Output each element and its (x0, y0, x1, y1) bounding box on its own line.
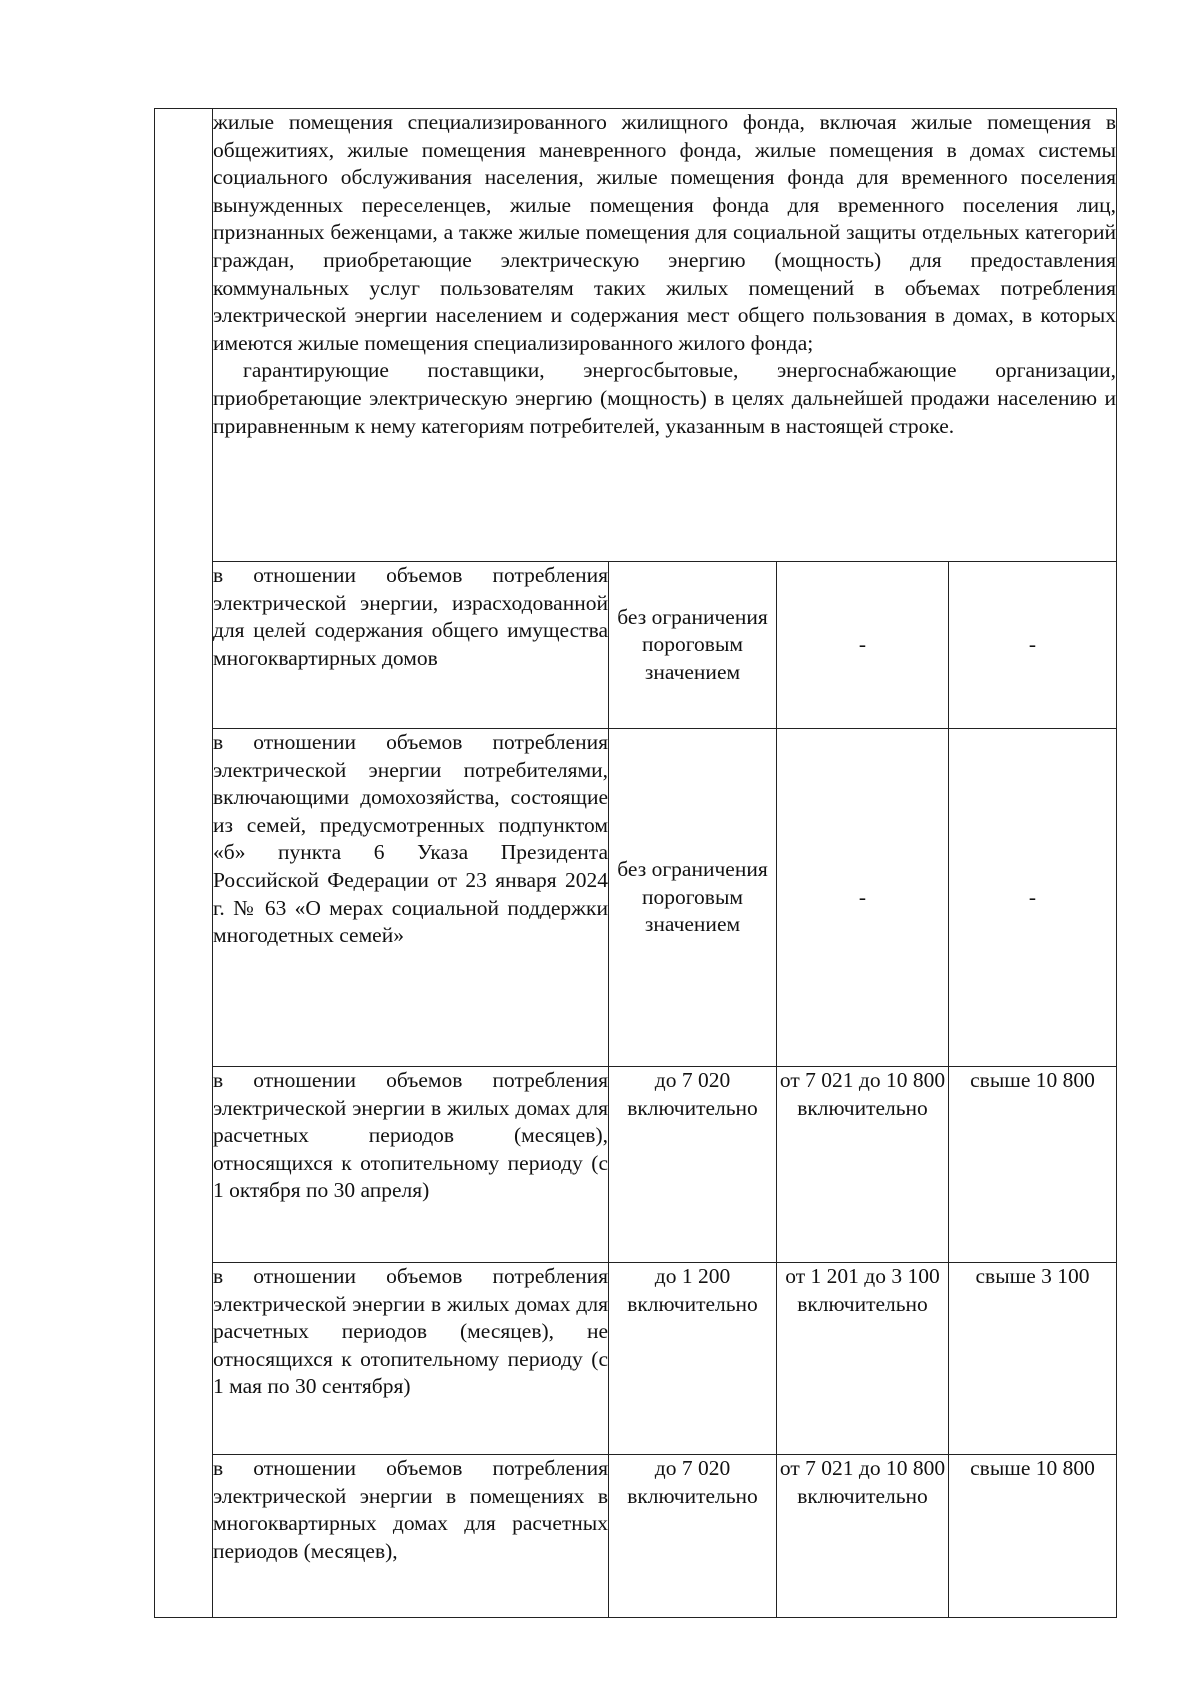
threshold-range-1: до 7 020 включительно (609, 1067, 777, 1263)
row-description: в отношении объемов потребления электрической энергии потребителями, включающими домохозяйства, состоящие из семей, предусмотренных подпунктом «б» пункта 6 Указа Президента Российской Федерации от 23 января 2024 г. № 63 «О мерах социальной поддержки многодетных семей» (213, 729, 609, 1067)
threshold-range-2: - (777, 562, 949, 729)
threshold-range-3: свыше 10 800 (949, 1455, 1117, 1618)
row-description: в отношении объемов потребления электрической энергии, израсходованной для целей содержания общего имущества многоквартирных домов (213, 562, 609, 729)
table-row (155, 1263, 1117, 1455)
table-row (155, 1455, 1117, 1618)
threshold-range-2: - (777, 729, 949, 1067)
table-row-intro (155, 109, 1117, 562)
threshold-range-2: от 1 201 до 3 100 включительно (777, 1263, 949, 1455)
intro-cell (213, 109, 1117, 562)
threshold-range-3: свыше 10 800 (949, 1067, 1117, 1263)
threshold-range-1: до 1 200 включительно (609, 1263, 777, 1455)
index-column (155, 109, 213, 1618)
intro-paragraph: жилые помещения специализированного жилищного фонда, включая жилые помещения в общежитиях, жилые помещения маневренного фонда, жилые помещения в домах системы социального обслуживания населения, жилые помещения фонда для временного поселения вынужденных переселенцев, жилые помещения фонда для временного поселения лиц, признанных беженцами, а также жилые помещения для социальной защиты отдельных категорий граждан, приобретающие электрическую энергию (мощность) для предоставления коммунальных услуг пользователям таких жилых помещений в объемах потребления электрической энергии населением и содержания мест общего пользования в домах, в которых имеются жилые помещения специализированного жилого фонда; (213, 110, 1116, 355)
threshold-range-2: от 7 021 до 10 800 включительно (777, 1067, 949, 1263)
threshold-range-1: без ограничения пороговым значением (609, 562, 777, 729)
threshold-range-3: - (949, 562, 1117, 729)
table-row (155, 1067, 1117, 1263)
threshold-range-1: без ограничения пороговым значением (609, 729, 777, 1067)
threshold-range-3: - (949, 729, 1117, 1067)
table-row (155, 729, 1117, 1067)
tariff-table (154, 108, 1117, 1618)
row-description: в отношении объемов потребления электрической энергии в жилых домах для расчетных периодов (месяцев), относящихся к отопительному периоду (с 1 октября по 30 апреля) (213, 1067, 609, 1263)
threshold-range-2: от 7 021 до 10 800 включительно (777, 1455, 949, 1618)
table-row (155, 562, 1117, 729)
row-description: в отношении объемов потребления электрической энергии в помещениях в многоквартирных домах для расчетных периодов (месяцев), (213, 1455, 609, 1618)
threshold-range-3: свыше 3 100 (949, 1263, 1117, 1455)
threshold-range-1: до 7 020 включительно (609, 1455, 777, 1618)
row-description: в отношении объемов потребления электрической энергии в жилых домах для расчетных периодов (месяцев), не относящихся к отопительному периоду (с 1 мая по 30 сентября) (213, 1263, 609, 1455)
intro-paragraph: гарантирующие поставщики, энергосбытовые, энергоснабжающие организации, приобретающие электрическую энергию (мощность) в целях дальнейшей продажи населению и приравненным к нему категориям потребителей, указанным в настоящей строке. (213, 358, 1116, 438)
